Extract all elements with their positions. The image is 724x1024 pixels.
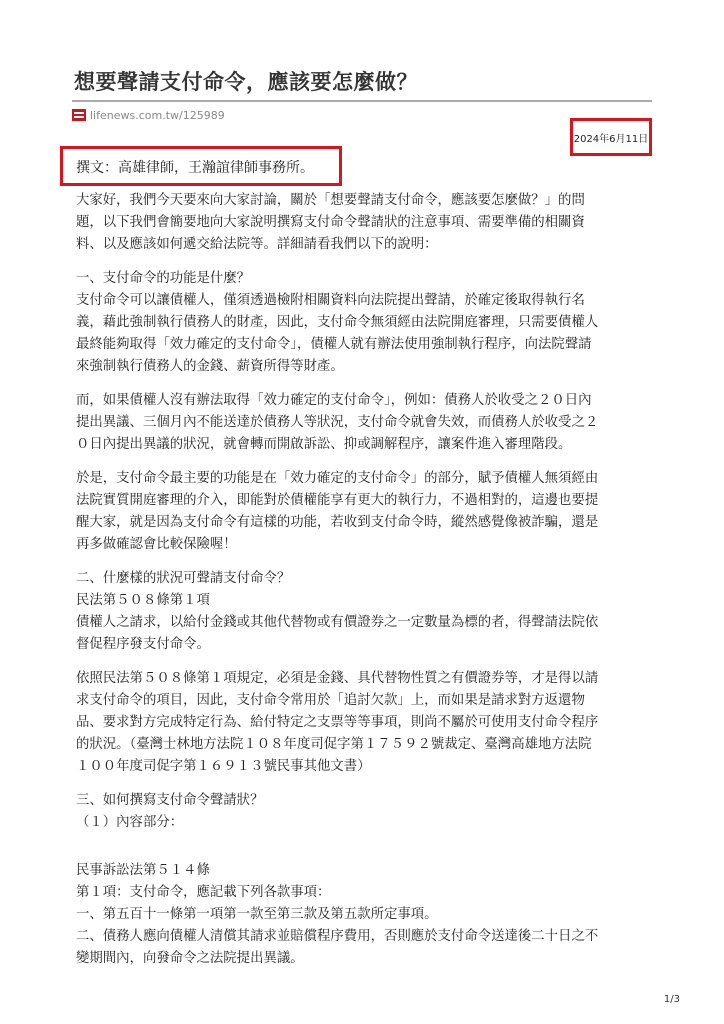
paragraph-gap xyxy=(76,456,656,468)
paragraph-line: 第１項：支付命令，應記載下列各款事項： xyxy=(76,885,331,900)
paragraph-line: 於是，支付命令最主要的功能是在「效力確定的支付命令」的部分，賦予債權人無須經由 xyxy=(76,471,599,486)
paragraph-line: 大家好，我們今天要來向大家討論，關於「想要聲請支付命令，應該要怎麼做？」的問 xyxy=(76,193,585,208)
source-path: /125989 xyxy=(179,108,225,122)
publish-date: 2024年6月11日 xyxy=(573,133,649,145)
paragraph-line: 法院實質開庭審理的介入，即能對於債權能享有更大的執行力，不過相對的，這邊也要提 xyxy=(76,493,599,508)
paragraph-line: 而，如果債權人沒有辦法取得「效力確定的支付命令」，例如：債務人於收受之２０日內 xyxy=(76,393,592,408)
paragraph-line: （１）內容部分： xyxy=(76,815,184,830)
article-title: 想要聲請支付命令，應該要怎麼做？ xyxy=(74,70,418,94)
lifenews-logo-icon xyxy=(72,109,86,121)
paragraph-gap xyxy=(76,378,656,390)
paragraph-line: 最終能夠取得「效力確定的支付命令」，債權人就有辦法使用強制執行程序，向法院聲請 xyxy=(76,337,592,352)
paragraph-line: 二、什麼樣的狀況可聲請支付命令？ xyxy=(76,571,291,586)
paragraph-line: 求支付命令的項目，因此，支付命令常用於「追討欠款」上，而如果是請求對方返還物 xyxy=(76,693,585,708)
paragraph-line: 一、第五百十一條第一項第一款至第三款及第五款所定事項。 xyxy=(76,907,438,922)
paragraph-line: 變期間內，向發命令之法院提出異議。 xyxy=(76,951,304,966)
paragraph-line: 義，藉此強制執行債務人的財產，因此，支付命令無須經由法院開庭審理，只需要債權人 xyxy=(76,315,599,330)
paragraph-line: ０日內提出異議的狀況，就會轉而開啟訴訟、抑或調解程序，讓案件進入審理階段。 xyxy=(76,437,572,452)
paragraph-line: 來強制執行債務人的金錢、薪資所得等財產。 xyxy=(76,359,344,374)
paragraph-line: 督促程序發支付命令。 xyxy=(76,637,210,652)
paragraph-line: 料、以及應該如何遞交給法院等。詳細請看我們以下的說明： xyxy=(76,237,438,252)
paragraph-line: 民事訴訟法第５１４條 xyxy=(76,863,210,878)
paragraph-gap xyxy=(76,556,656,568)
source-line xyxy=(72,108,225,122)
paragraph-line: 依照民法第５０８條第１項規定，必須是金錢、具代替物性質之有價證券等，才是得以請 xyxy=(76,671,599,686)
paragraph-line: 醒大家，就是因為支付命令有這樣的功能，若收到支付命令時，縱然感覺像被詐騙，還是 xyxy=(76,515,599,530)
paragraph-gap xyxy=(76,834,656,860)
paragraph-line: 再多做確認會比較保險喔！ xyxy=(76,537,237,552)
paragraph-line: 民法第５０８條第１項 xyxy=(76,593,210,608)
paragraph-line: 三、如何撰寫支付命令聲請狀？ xyxy=(76,793,264,808)
paragraph-line: 二、債務人應向債權人清償其請求並賠償程序費用，否則應於支付命令送達後二十日之不 xyxy=(76,929,599,944)
source-domain: lifenews.com.tw xyxy=(90,108,180,122)
title-divider xyxy=(72,100,652,102)
article-body xyxy=(76,190,656,970)
paragraph-gap xyxy=(76,778,656,790)
paragraph-line: 題，以下我們會簡要地向大家說明撰寫支付命令聲請狀的注意事項、需要準備的相關資 xyxy=(76,215,585,230)
paragraph-gap xyxy=(76,656,656,668)
paragraph-line: 一、支付命令的功能是什麼？ xyxy=(76,271,251,286)
paragraph-line: １００年度司促字第１６９１３號民事其他文書） xyxy=(76,759,371,774)
page-indicator: 1/3 xyxy=(663,994,680,1005)
paragraph-line: 債權人之請求，以給付金錢或其他代替物或有價證券之一定數量為標的者，得聲請法院依 xyxy=(76,615,599,630)
date-highlight-box xyxy=(570,118,652,156)
paragraph-gap xyxy=(76,256,656,268)
paragraph-line: 的狀況。（臺灣士林地方法院１０８年度司促字第１７５９２號裁定、臺灣高雄地方法院 xyxy=(76,737,592,752)
paragraph-line: 提出異議、三個月內不能送達於債務人等狀況，支付命令就會失效，而債務人於收受之２ xyxy=(76,415,599,430)
paragraph-line: 支付命令可以讓債權人，僅須透過檢附相關資料向法院提出聲請，於確定後取得執行名 xyxy=(76,293,585,308)
paragraph-line: 品、要求對方完成特定行為、給付特定之支票等等事項，則尚不屬於可使用支付命令程序 xyxy=(76,715,599,730)
author-line: 撰文：高雄律師，王瀚誼律師事務所。 xyxy=(76,160,314,176)
